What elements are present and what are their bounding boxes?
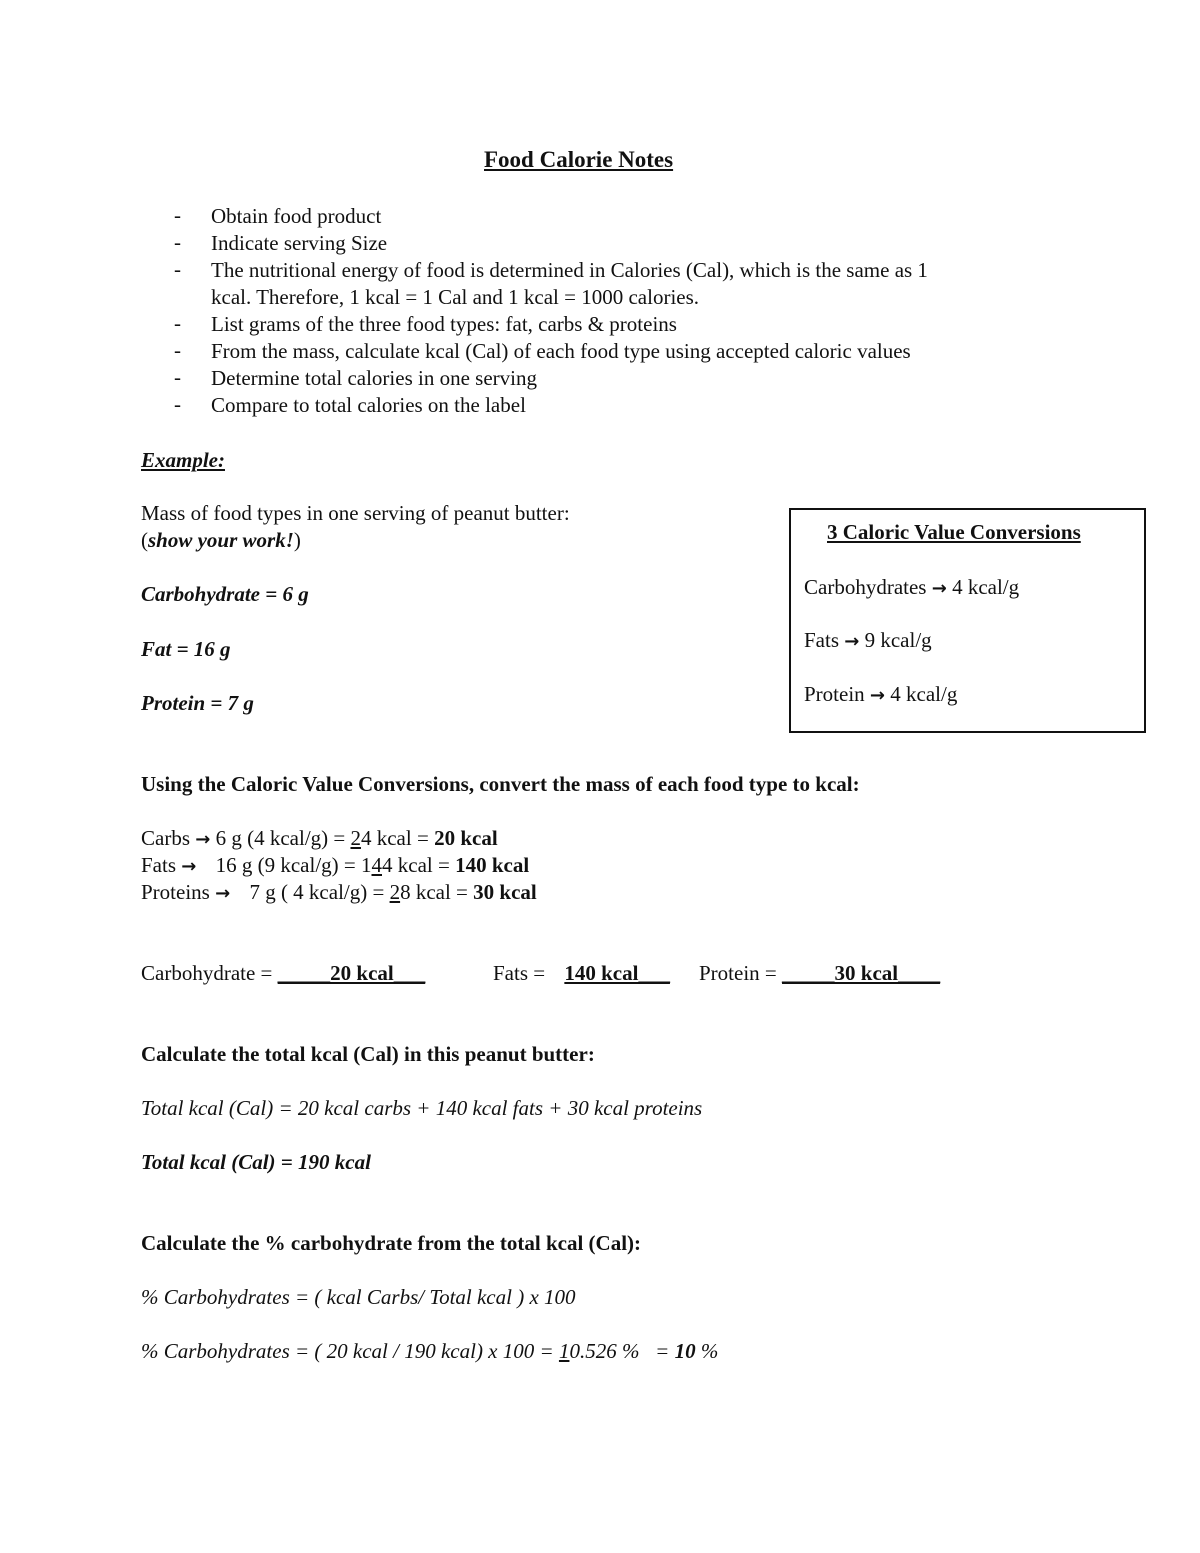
list-item-text: Indicate serving Size xyxy=(211,231,388,255)
summary-protein xyxy=(699,963,940,984)
list-item-text: Compare to total calories on the label xyxy=(211,393,526,417)
carbohydrate-mass: Carbohydrate = 6 g xyxy=(141,582,309,606)
list-item-text: Determine total calories in one serving xyxy=(211,366,537,390)
list-dash: - xyxy=(174,338,181,362)
conversion-line-carbs xyxy=(141,828,498,849)
conv-result: 140 kcal xyxy=(455,853,530,877)
show-work-text: show your work! xyxy=(148,528,294,552)
list-dash: - xyxy=(174,365,181,389)
conv-text: 8 kcal = xyxy=(400,880,474,904)
caloric-conversions-box xyxy=(789,508,1146,733)
summary-label: Fats = xyxy=(493,961,551,985)
percent-result: 10 xyxy=(674,1339,696,1363)
total-formula: Total kcal (Cal) = 20 kcal carbs + 140 kcal fats + 30 kcal proteins xyxy=(141,1096,703,1120)
percent-digit-underlined: 1 xyxy=(558,1339,570,1363)
percent-formula: % Carbohydrates = ( kcal Carbs/ Total kcal ) x 100 xyxy=(141,1285,576,1309)
row-name: Carbohydrates xyxy=(804,575,927,599)
conv-digit-underlined: 4 xyxy=(371,853,382,877)
conversion-row-protein xyxy=(804,684,957,705)
list-item-text: Obtain food product xyxy=(211,204,382,228)
list-dash: - xyxy=(174,311,181,335)
conv-digit-underlined: 2 xyxy=(350,826,361,850)
percent-heading: Calculate the % carbohydrate from the total kcal (Cal): xyxy=(141,1231,642,1255)
arrow-icon: → xyxy=(181,856,197,877)
summary-label: Protein = xyxy=(699,961,783,985)
conv-digit-underlined: 2 xyxy=(389,880,401,904)
conv-text: 7 g ( 4 kcal/g) = xyxy=(249,880,390,904)
list-dash: - xyxy=(174,392,181,416)
list-dash: - xyxy=(174,203,181,227)
conv-text: 4 kcal = xyxy=(360,826,435,850)
list-item-text-continued: kcal. Therefore, 1 kcal = 1 Cal and 1 kcal = 1000 calories. xyxy=(211,285,700,309)
arrow-icon: → xyxy=(215,883,231,904)
conv-label: Proteins xyxy=(141,880,210,904)
page-title: Food Calorie Notes xyxy=(484,147,674,172)
conv-result: 20 kcal xyxy=(434,826,498,850)
summary-label: Carbohydrate = xyxy=(141,961,278,985)
arrow-icon: → xyxy=(195,829,211,850)
summary-fats xyxy=(493,963,670,984)
conv-label: Carbs xyxy=(141,826,190,850)
percent-text: % xyxy=(695,1339,719,1363)
list-item-text: The nutritional energy of food is determined in Calories (Cal), which is the same as 1 xyxy=(211,258,928,282)
conversion-line-proteins xyxy=(141,882,537,903)
fat-mass: Fat = 16 g xyxy=(141,637,231,661)
percent-text: 0.526 % = xyxy=(569,1339,675,1363)
row-value: 4 kcal/g xyxy=(890,682,958,706)
paren-close: ) xyxy=(293,528,301,552)
list-item-text: List grams of the three food types: fat, carbs & proteins xyxy=(211,312,677,336)
row-value: 9 kcal/g xyxy=(864,628,932,652)
summary-value: _____30 kcal____ xyxy=(782,961,941,985)
percent-text: % Carbohydrates = ( 20 kcal / 190 kcal) x 100 = xyxy=(141,1339,559,1363)
summary-value: _____20 kcal___ xyxy=(277,961,426,985)
conv-text: 6 g (4 kcal/g) = xyxy=(215,826,351,850)
paren-open: ( xyxy=(141,528,148,552)
protein-mass: Protein = 7 g xyxy=(141,691,254,715)
list-dash: - xyxy=(174,257,181,281)
conversion-line-fats xyxy=(141,855,529,876)
list-item-text: From the mass, calculate kcal (Cal) of each food type using accepted caloric values xyxy=(211,339,911,363)
arrow-icon: → xyxy=(844,631,860,652)
arrow-icon: → xyxy=(931,578,947,599)
conv-text: 4 kcal = xyxy=(382,853,456,877)
conversion-row-fats xyxy=(804,630,932,651)
conversion-row-carbohydrates xyxy=(804,577,1019,598)
conv-label: Fats xyxy=(141,853,177,877)
conv-text: 16 g (9 kcal/g) = 1 xyxy=(215,853,372,877)
conv-result: 30 kcal xyxy=(473,880,537,904)
row-name: Fats xyxy=(804,628,840,652)
example-label: Example: xyxy=(141,448,225,472)
row-name: Protein xyxy=(804,682,865,706)
total-heading: Calculate the total kcal (Cal) in this peanut butter: xyxy=(141,1042,595,1066)
mass-intro: Mass of food types in one serving of peanut butter: xyxy=(141,501,570,525)
total-result: Total kcal (Cal) = 190 kcal xyxy=(141,1150,371,1174)
summary-carbohydrate xyxy=(141,963,425,984)
arrow-icon: → xyxy=(869,685,886,706)
row-value: 4 kcal/g xyxy=(952,575,1020,599)
show-work-note xyxy=(141,530,301,551)
summary-value: 140 kcal___ xyxy=(564,961,670,985)
box-title: 3 Caloric Value Conversions xyxy=(827,520,1081,544)
percent-calculation xyxy=(141,1341,718,1362)
list-dash: - xyxy=(174,230,181,254)
convert-heading: Using the Caloric Value Conversions, convert the mass of each food type to kcal: xyxy=(141,772,860,796)
